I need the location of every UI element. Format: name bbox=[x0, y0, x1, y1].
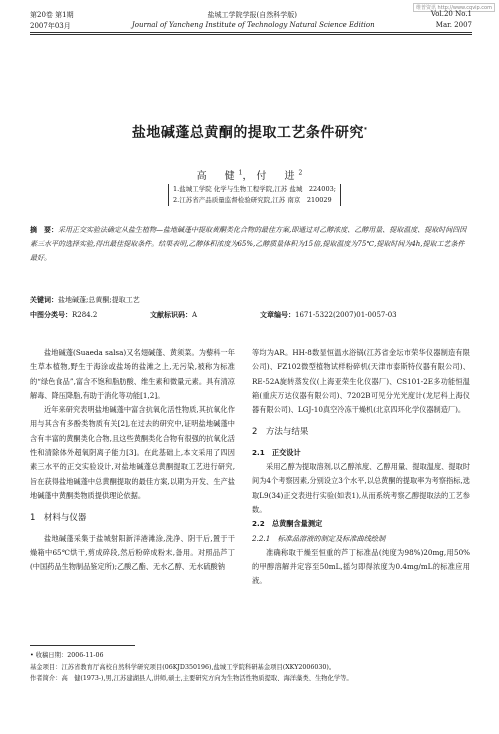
subsection-2-2-1: 2.2.1 标准品溶液的制定及标准曲线绘制 bbox=[252, 533, 386, 543]
header-rule bbox=[30, 32, 472, 33]
date-cn: 2007年03月 bbox=[30, 22, 71, 30]
keywords bbox=[30, 295, 470, 305]
left-column bbox=[30, 346, 235, 574]
title-footnote-mark: * bbox=[363, 126, 368, 134]
affiliation-bracket bbox=[340, 184, 341, 206]
footnote-rule bbox=[30, 645, 135, 646]
art-value: 1671-5322(2007)01-0057-03 bbox=[295, 311, 397, 319]
intro-paragraph-1: 盐地碱蓬(Suaeda salsa)又名翅碱蓬、黄须菜。为藜科一年生草本植物,野生于海涂或盐场的盐滩之上,无污染,被称为标准的“绿色食品”,富含不饱和脂肪酸、维生素和微量元素。具有清凉解毒、降压降脂,有助于消化等功能[1,2]。 bbox=[30, 348, 235, 400]
abstract-text: 采用正交实验法确定从盐生植物—盐地碱蓬中提取黄酮类化合物的最佳方案,即通过对乙醇浓度、乙醇用量、提取温度、提取时间四因素三水平的选择实验,得出最佳提取条件。结果表明,乙醇体积浓度为65%,乙醇质量体积为15倍,提取温度为75℃,提取时间为4h,提取工艺条件最好。 bbox=[30, 226, 467, 263]
header-rule-2 bbox=[30, 34, 472, 35]
keywords-text: 盐地碱蓬;总黄酮;提取工艺 bbox=[58, 296, 140, 304]
journal-name-cn: 盐城工学院学报(自然科学版) bbox=[207, 11, 297, 19]
classification-line bbox=[30, 310, 470, 320]
paper-title bbox=[0, 122, 499, 142]
doc-value: A bbox=[192, 311, 198, 319]
author-1-affil: 1 bbox=[238, 169, 243, 177]
author-2-affil: 2 bbox=[298, 169, 303, 177]
subsection-2-1: 2.1 正交设计 bbox=[252, 447, 301, 457]
abstract bbox=[30, 223, 470, 266]
author-bio: 作者简介：高 健(1973-),男,江苏建湖县人,讲师,硕士,主要研究方向为生物活性物质提取、海洋藻类、生物化学等。 bbox=[30, 675, 353, 682]
clc-label: 中图分类号： bbox=[30, 311, 72, 319]
running-header-bottom bbox=[30, 21, 472, 31]
art-label: 文章编号： bbox=[260, 311, 295, 319]
footnotes bbox=[30, 650, 470, 685]
section-heading-1: 1 材料与仪器 bbox=[30, 513, 87, 524]
subsection-2-2: 2.2 总黄酮含量测定 bbox=[252, 519, 323, 529]
received-date: • 收稿日期：2006-11-06 bbox=[30, 652, 104, 659]
materials-paragraph: 盐地碱蓬采集于盐城射阳新洋港滩涂,洗净、阴干后,置于干燥箱中65℃烘干,剪成碎段,然后粉碎成粉末,备用。对照品芦丁(中国药品生物制品鉴定所);乙酸乙酯、无水乙醇、无水硫酸钠 bbox=[30, 533, 235, 572]
author-line bbox=[0, 167, 499, 182]
right-column bbox=[252, 346, 470, 589]
journal-name-en: Journal of Yancheng Institute of Technology Natural Science Edition bbox=[131, 21, 375, 29]
keywords-label: 关键词： bbox=[30, 296, 58, 304]
author-separator: ， bbox=[242, 171, 257, 182]
standard-paragraph: 准确称取干燥至恒重的芦丁标准品(纯度为98%)20mg,用50%的甲醇溶解并定容至50mL,摇匀即得浓度为0.4mg/mL的标准应用液。 bbox=[252, 547, 470, 586]
abstract-label: 摘 要： bbox=[30, 226, 58, 234]
doc-code bbox=[150, 310, 260, 320]
title-text: 盐地碱蓬总黄酮的提取工艺条件研究 bbox=[131, 125, 364, 141]
article-number bbox=[260, 310, 397, 320]
volume-issue-cn: 第20卷 第1期 bbox=[30, 11, 74, 19]
volume-issue-en: Vol.20 No.1 bbox=[430, 10, 472, 18]
fund-note: 基金项目：江苏省教育厅高校自然科学研究项目(06KJD350196),盐城工学院科研基金项目(XKY2006030)。 bbox=[30, 663, 336, 671]
orthogonal-paragraph: 采用乙醇为提取溶剂,以乙醇浓度、乙醇用量、提取温度、提取时间为4个考察因素,分别设立3个水平,以总黄酮的提取率为考察指标,选取L9(34)正交表进行实验(如表1),从而系统考察乙醇提取法的工艺参数。 bbox=[252, 462, 470, 514]
section-heading-2: 2 方法与结果 bbox=[252, 427, 309, 438]
clc-value: R284.2 bbox=[72, 311, 98, 319]
running-header-top bbox=[30, 10, 472, 20]
author-1: 高 健 bbox=[196, 171, 239, 182]
affiliation-2: 2.江苏省产品质量监督检验研究院,江苏 南京 210029 bbox=[173, 196, 332, 204]
doc-label: 文献标识码： bbox=[150, 311, 192, 319]
clc-number bbox=[30, 310, 150, 320]
author-2: 付 进 bbox=[256, 171, 299, 182]
affiliations bbox=[168, 184, 336, 206]
date-en: Mar. 2007 bbox=[435, 21, 472, 29]
intro-paragraph-2: 近年来研究表明盐地碱蓬中富含抗氧化活性物质,其抗氧化作用与其含有多酚类物质有关[2],在过去的研究中,证明盐地碱蓬中含有丰富的黄酮类化合物,且这些黄酮类化合物有很强的抗氧化活性和清除体外超氧阴离子能力[3]。在此基础上,本文采用了四因素三水平的正交实验设计,对盐地碱蓬总黄酮提取工艺进行研究,旨在获得盐地碱蓬中总黄酮提取的最佳方案,以期为开发、生产盐地碱蓬中黄酮类物质提供理论依据。 bbox=[30, 405, 235, 500]
affiliation-1: 1.盐城工学院 化学与生物工程学院,江苏 盐城 224003; bbox=[173, 185, 336, 193]
instruments-paragraph: 等均为AR。HH-8数显恒温水浴锅(江苏省金坛市荣华仪器制造有限公司)、FZ102微型植物试样粉碎机(天津市泰斯特仪器有限公司)、RE-52A旋转蒸发仪(上海亚荣生化仪器厂)、CS101-2E多功能恒温箱(重庆万达仪器有限公司)、7202B可见分光光度计(龙尼科上海仪器有限公司)、LGJ-10真空冷冻干燥机(北京四环化学仪器制造厂)。 bbox=[252, 348, 470, 415]
watermark: 维普资讯 http://www.cqvip.com bbox=[413, 3, 495, 12]
